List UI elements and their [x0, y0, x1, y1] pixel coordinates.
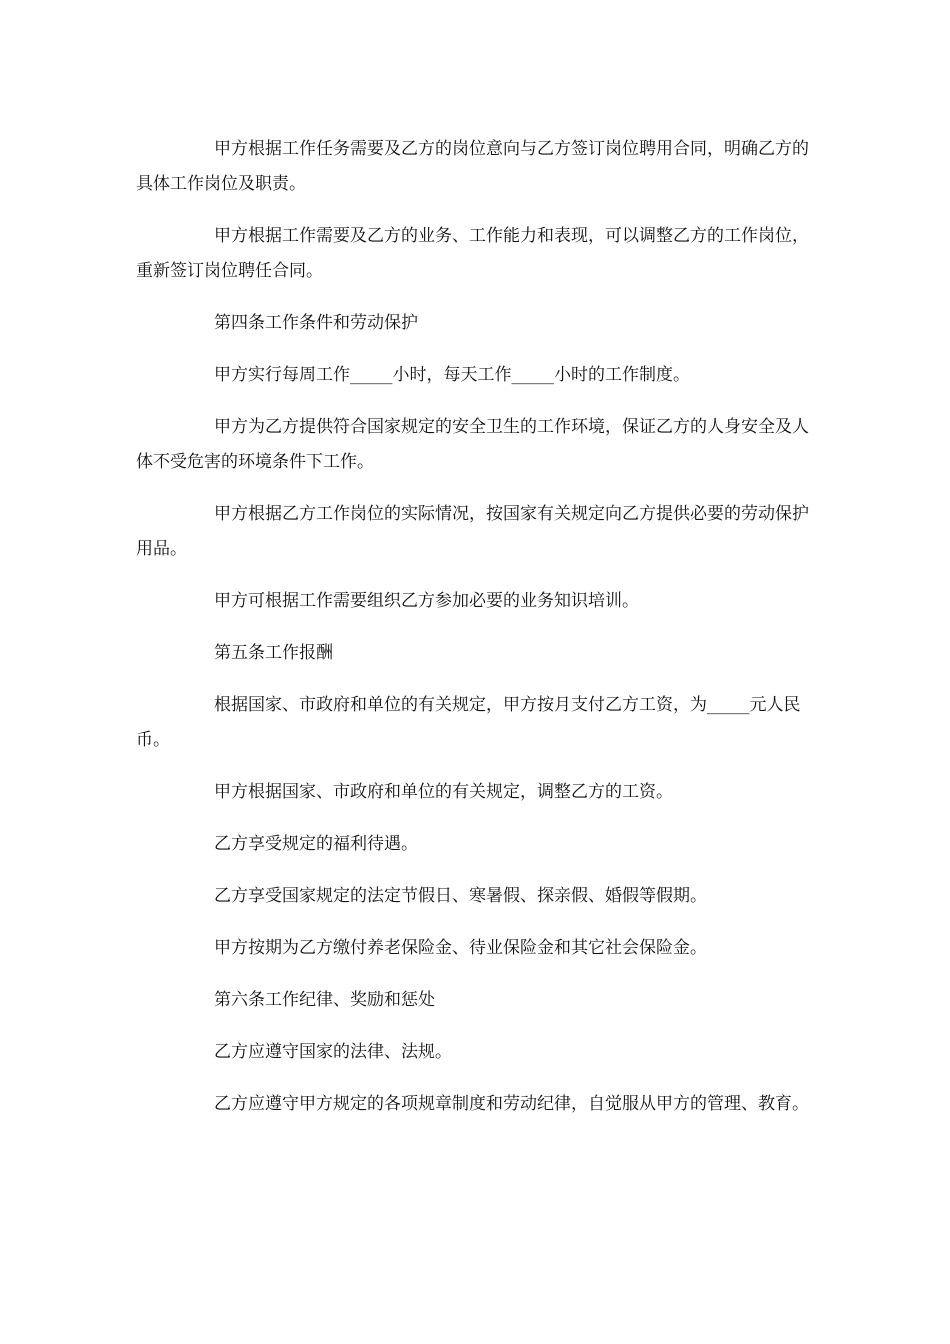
paragraph: 甲方按期为乙方缴付养老保险金、待业保险金和其它社会保险金。 — [214, 938, 707, 958]
paragraph: 乙方应遵守国家的法律、法规。 — [214, 1042, 452, 1062]
paragraph: 甲方根据国家、市政府和单位的有关规定，调整乙方的工资。 — [214, 782, 673, 802]
paragraph: 甲方可根据工作需要组织乙方参加必要的业务知识培训。 — [214, 591, 639, 611]
paragraph: 甲方根据工作需要及乙方的业务、工作能力和表现，可以调整乙方的工作岗位，重新签订岗位聘任合同。 — [136, 226, 809, 281]
paragraph: 乙方享受国家规定的法定节假日、寒暑假、探亲假、婚假等假期。 — [214, 886, 707, 906]
document-body — [136, 132, 816, 1139]
paragraph: 甲方根据乙方工作岗位的实际情况，按国家有关规定向乙方提供必要的劳动保护用品。 — [136, 504, 809, 559]
section-heading: 第四条工作条件和劳动保护 — [214, 313, 418, 333]
section-heading: 第五条工作报酬 — [214, 643, 333, 663]
paragraph: 甲方为乙方提供符合国家规定的安全卫生的工作环境，保证乙方的人身安全及人体不受危害的环境条件下工作。 — [136, 417, 809, 472]
paragraph: 甲方根据工作任务需要及乙方的岗位意向与乙方签订岗位聘用合同，明确乙方的具体工作岗位及职责。 — [136, 139, 809, 194]
paragraph: 乙方享受规定的福利待遇。 — [214, 834, 418, 854]
paragraph: 根据国家、市政府和单位的有关规定，甲方按月支付乙方工资，为_____元人民币。 — [136, 695, 801, 750]
section-heading: 第六条工作纪律、奖励和惩处 — [214, 990, 435, 1010]
paragraph: 乙方应遵守甲方规定的各项规章制度和劳动纪律，自觉服从甲方的管理、教育。 — [214, 1094, 809, 1114]
paragraph: 甲方实行每周工作_____小时，每天工作_____小时的工作制度。 — [214, 365, 690, 385]
